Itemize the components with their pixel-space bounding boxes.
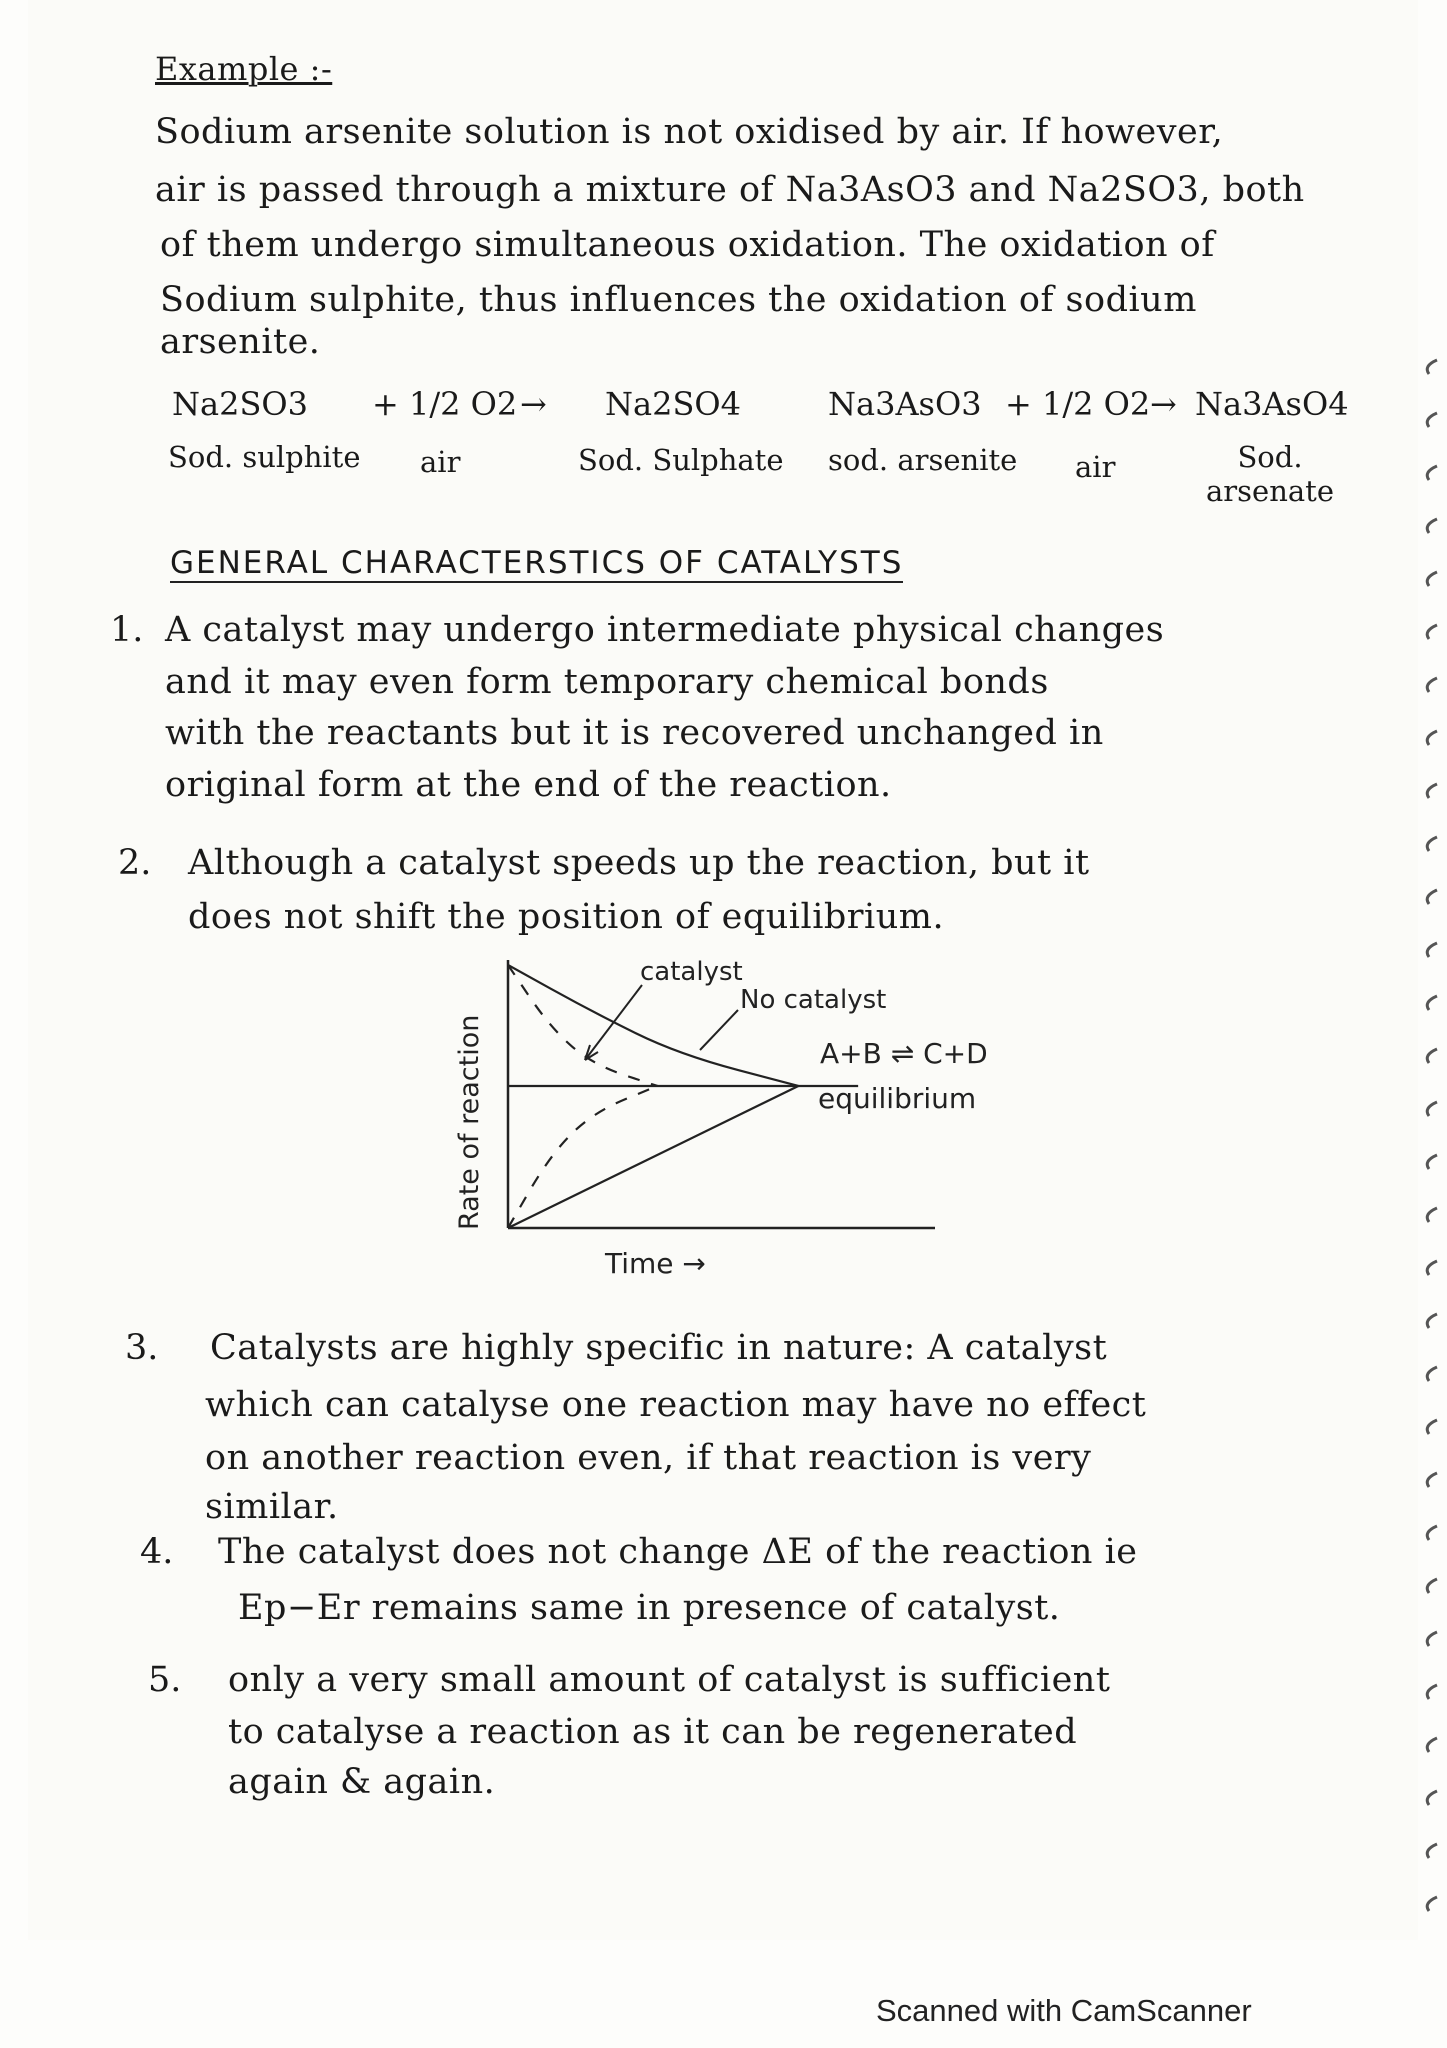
point-3-line-4: similar. [205, 1487, 339, 1527]
series-line-3 [508, 1086, 657, 1228]
y-axis-label: Rate of reaction [454, 1014, 485, 1230]
spiral-ring [1427, 996, 1437, 1010]
eq2-arrow: → [1150, 385, 1177, 423]
spiral-ring [1427, 943, 1437, 957]
spiral-ring [1427, 1367, 1437, 1381]
eq1-arrow: → [520, 385, 547, 423]
spiral-ring [1427, 1473, 1437, 1487]
annotation-catalyst: catalyst [640, 957, 743, 987]
eq2-plus: + 1/2 O2 [1005, 385, 1151, 423]
point-5-number: 5. [148, 1660, 182, 1700]
point-1-number: 1. [110, 610, 144, 650]
annotation-reaction: A+B ⇌ C+D [820, 1037, 988, 1070]
spiral-ring [1427, 625, 1437, 639]
example-line-4: Sodium sulphite, thus influences the oxidation of sodium [160, 280, 1197, 320]
spiral-ring [1427, 360, 1437, 374]
spiral-ring [1427, 784, 1437, 798]
eq1-plus: + 1/2 O2 [372, 385, 518, 423]
point-3-line-1: Catalysts are highly specific in nature: A catalyst [210, 1328, 1108, 1368]
point-5-line-3: again & again. [228, 1762, 496, 1802]
spiral-ring [1427, 413, 1437, 427]
point-4-number: 4. [140, 1532, 174, 1572]
point-5-line-1: only a very small amount of catalyst is sufficient [228, 1660, 1111, 1700]
point-1-line-1: A catalyst may undergo intermediate physical changes [165, 610, 1165, 650]
point-4-line-1: The catalyst does not change ΔE of the reaction ie [218, 1532, 1138, 1572]
point-3-line-2: which can catalyse one reaction may have no effect [205, 1385, 1147, 1425]
spiral-ring [1427, 890, 1437, 904]
spiral-binding [1407, 340, 1447, 1940]
example-line-3: of them undergo simultaneous oxidation. The oxidation of [160, 225, 1215, 265]
point-5-line-2: to catalyse a reaction as it can be regenerated [228, 1712, 1078, 1752]
spiral-ring [1427, 1420, 1437, 1434]
spiral-ring [1427, 1102, 1437, 1116]
series-line-2 [508, 965, 657, 1086]
spiral-ring [1427, 572, 1437, 586]
point-3-line-3: on another reaction even, if that reaction is very [205, 1438, 1092, 1478]
camscanner-footer: Scanned with CamScanner [876, 1993, 1252, 2028]
section-title: GENERAL CHARACTERSTICS OF CATALYSTS [170, 545, 904, 581]
example-line-5: arsenite. [160, 322, 321, 362]
label-air-2: air [1075, 450, 1116, 484]
eq2-reactant: Na3AsO3 [828, 385, 982, 423]
spiral-ring [1427, 1155, 1437, 1169]
example-line-2: air is passed through a mixture of Na3AsO3 and Na2SO3, both [155, 170, 1305, 210]
spiral-ring [1427, 731, 1437, 745]
point-3-number: 3. [125, 1328, 159, 1368]
spiral-ring [1427, 1049, 1437, 1063]
point-2-line-1: Although a catalyst speeds up the reaction, but it [188, 843, 1090, 883]
label-sod-sulphate: Sod. Sulphate [578, 443, 784, 477]
no-catalyst-pointer [700, 1010, 738, 1050]
point-1-line-2: and it may even form temporary chemical bonds [165, 662, 1049, 702]
label-sod-arsenate: Sod. arsenate [1206, 440, 1334, 508]
spiral-ring [1427, 519, 1437, 533]
spiral-ring [1427, 1579, 1437, 1593]
spiral-ring [1427, 1526, 1437, 1540]
catalyst-pointer [585, 985, 642, 1060]
spiral-ring [1427, 837, 1437, 851]
spiral-ring [1427, 1738, 1437, 1752]
spiral-ring [1427, 1897, 1437, 1911]
spiral-ring [1427, 466, 1437, 480]
spiral-ring [1427, 1632, 1437, 1646]
point-4-line-2: Ep−Er remains same in presence of catalyst. [238, 1588, 1061, 1628]
spiral-ring [1427, 1791, 1437, 1805]
x-axis-label: Time → [605, 1247, 706, 1280]
point-1-line-3: with the reactants but it is recovered unchanged in [165, 713, 1104, 753]
eq2-product: Na3AsO4 [1195, 385, 1349, 423]
spiral-ring [1427, 1685, 1437, 1699]
label-sod-arsenite: sod. arsenite [828, 443, 1018, 477]
example-heading: Example :- [155, 50, 333, 88]
spiral-ring [1427, 1844, 1437, 1858]
example-line-1: Sodium arsenite solution is not oxidised by air. If however, [155, 112, 1224, 152]
label-air-1: air [420, 445, 461, 479]
spiral-ring [1427, 678, 1437, 692]
eq1-product: Na2SO4 [605, 385, 741, 423]
spiral-ring [1427, 1261, 1437, 1275]
label-sod-sulphite: Sod. sulphite [168, 440, 361, 474]
spiral-ring [1427, 1208, 1437, 1222]
annotation-no-catalyst: No catalyst [740, 985, 887, 1015]
eq1-reactant: Na2SO3 [172, 385, 308, 423]
point-2-number: 2. [118, 843, 152, 883]
spiral-ring [1427, 1314, 1437, 1328]
point-1-line-4: original form at the end of the reaction. [165, 765, 892, 805]
point-2-line-2: does not shift the position of equilibrium. [188, 897, 945, 937]
annotation-equilibrium: equilibrium [818, 1082, 977, 1115]
